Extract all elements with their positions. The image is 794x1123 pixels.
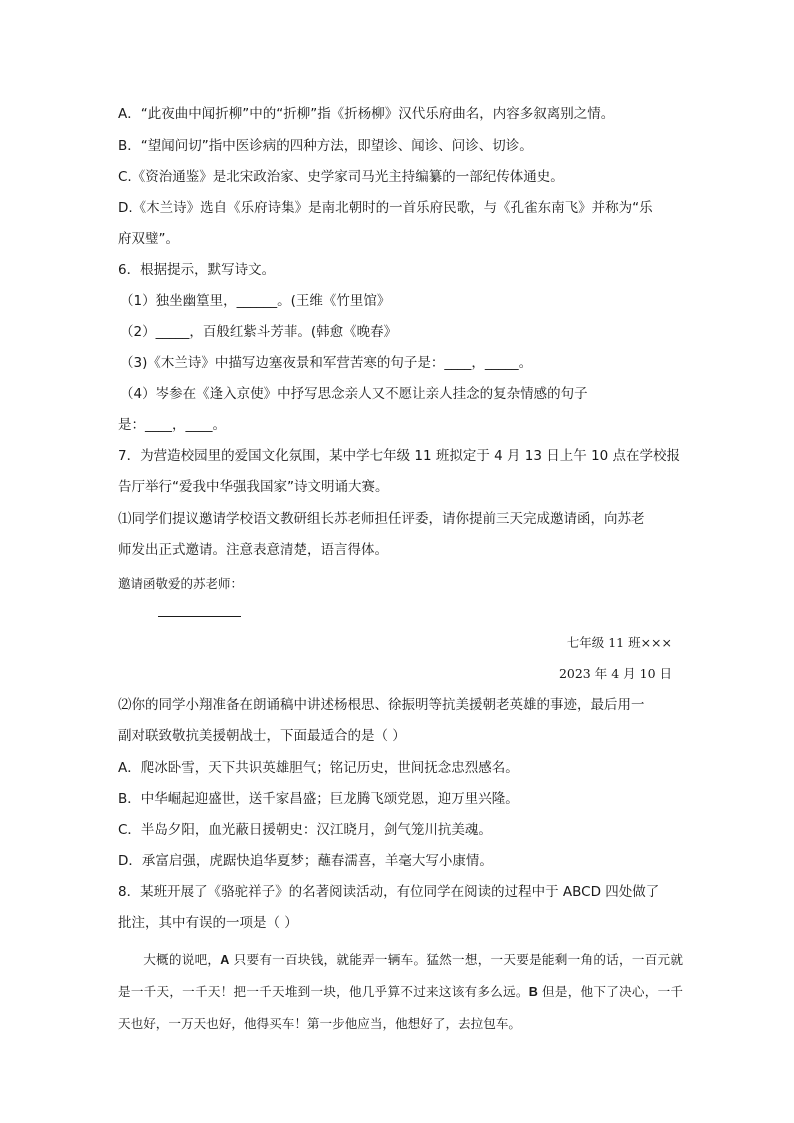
q7-stem-line2: 告厅举行“爱我中华强我国家”诗文明诵大赛。 <box>118 479 389 495</box>
q7-stem-line1: 7．为营造校园里的爱国文化氛围，某中学七年级 11 班拟定于 4 月 13 日上午 10 点在学校报 <box>118 448 681 464</box>
q5-option-a: A．“此夜曲中闻折柳”中的“折柳”指《折杨柳》汉代乐府曲名，内容多叙离别之情。 <box>118 106 615 122</box>
passage-segment-1: 大概的说吧， <box>143 952 221 967</box>
annotation-marker-a: A <box>220 953 230 967</box>
q6-item-4-cont: 是：____，____。 <box>118 417 226 433</box>
q7-part1-line2: 师发出正式邀请。注意表意清楚，语言得体。 <box>118 542 388 558</box>
q7-part2-line2: 副对联致敬抗美援朝战士，下面最适合的是（ ） <box>118 728 406 744</box>
q8-passage <box>118 944 683 1039</box>
letter-greeting: 邀请函敬爱的苏老师： <box>118 576 244 591</box>
q6-item-1: （1）独坐幽篁里，______。(王维《竹里馆》 <box>120 293 391 309</box>
q8-stem-line1: 8．某班开展了《骆驼祥子》的名著阅读活动，有位同学在阅读的过程中于 ABCD 四处做了 <box>118 884 660 900</box>
annotation-marker-b: B <box>528 985 538 999</box>
q5-option-d: D.《木兰诗》选自《乐府诗集》是南北朝时的一首乐府民歌，与《孔雀东南飞》并称为“乐 <box>118 200 653 216</box>
q6-item-2: （2）_____，百般红紫斗芳菲。(韩愈《晚春》 <box>120 324 398 340</box>
q7-option-d: D．承富启强，虎踞快追华夏梦；蘸春濡喜，羊毫大写小康情。 <box>118 853 493 869</box>
letter-signature: 七年级 11 班××× <box>566 635 672 650</box>
q6-item-4: （4）岑参在《逢入京使》中抒写思念亲人又不愿让亲人挂念的复杂情感的句子 <box>120 386 588 402</box>
q5-option-c: C.《资治通鉴》是北宋政治家、史学家司马光主持编纂的一部纪传体通史。 <box>118 169 564 185</box>
q7-part1-line1: ⑴同学们提议邀请学校语文教研组长苏老师担任评委，请你提前三天完成邀请函，向苏老 <box>118 511 645 527</box>
q7-option-c: C．半岛夕阳，血光蔽日援朝史：汉江晓月，剑气笼川抗美魂。 <box>118 822 492 838</box>
q7-option-a: A．爬冰卧雪，天下共识英雄胆气；铭记历史，世间抚念忠烈感名。 <box>118 760 519 776</box>
q6-stem: 6．根据提示，默写诗文。 <box>118 262 276 278</box>
q6-item-3: （3)《木兰诗》中描写边塞夜景和军营苦寒的句子是：____，_____。 <box>120 355 533 371</box>
letter-date: 2023 年 4 月 10 日 <box>558 666 672 681</box>
q7-part2-line1: ⑵你的同学小翔准备在朗诵稿中讲述杨根思、徐振明等抗美援朝老英雄的事迹，最后用一 <box>118 697 645 713</box>
q5-option-b: B．“望闻问切”指中医诊病的四种方法，即望诊、闻诊、问诊、切诊。 <box>118 138 533 154</box>
q7-option-b: B．中华崛起迎盛世，送千家昌盛；巨龙腾飞颂党恩，迎万里兴隆。 <box>118 791 519 807</box>
passage-segment-2: 只要有一百块钱，就能弄一辆车。猛然一想，一天要是能剩一角的话，一百元就是一千天，一千天！把一千天堆到一块，他几乎算不过来这该有多么远。 <box>118 952 683 999</box>
q8-stem-line2: 批注，其中有误的一项是（ ） <box>118 915 298 931</box>
q5-option-d-cont: 府双璧”。 <box>118 231 179 247</box>
passage-segment-3: 但是，他下了决心，一千天也好，一万天也好，他得买车！第一步他应当，他想好了，去拉包车。 <box>118 984 683 1031</box>
answer-blank-line[interactable] <box>158 616 241 617</box>
